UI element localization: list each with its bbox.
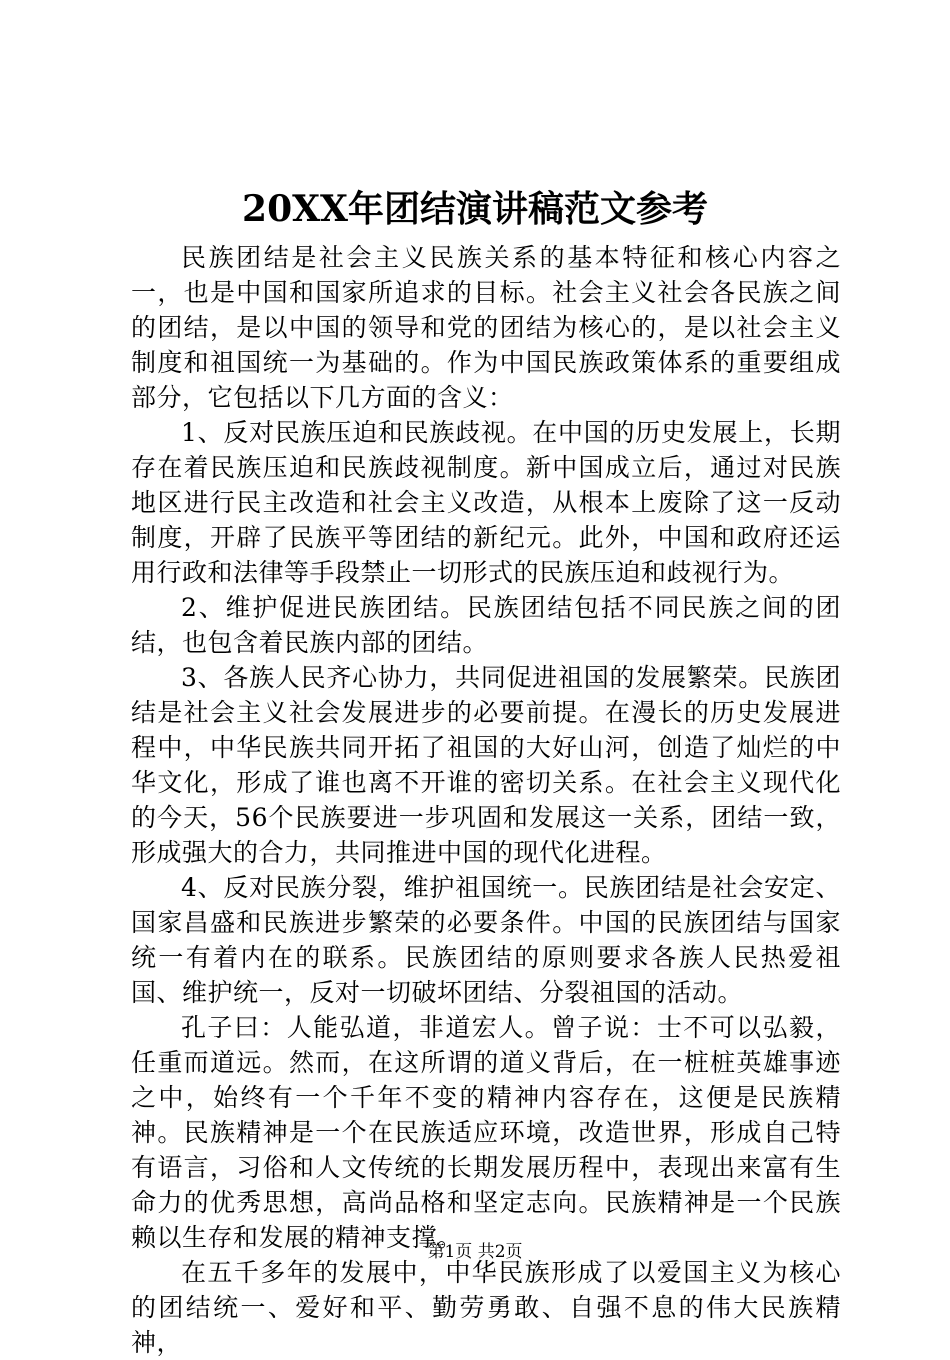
page-footer: 第1页 共2页 (427, 1242, 523, 1262)
document-body (131, 240, 841, 1360)
paragraph-point-3: 3、各族人民齐心协力，共同促进祖国的发展繁荣。民族团结是社会主义社会发展进步的必要前提。在漫长的历史发展进程中，中华民族共同开拓了祖国的大好山河，创造了灿烂的中华文化，形成了谁也离不开谁的密切关系。在社会主义现代化的今天，56个民族要进一步巩固和发展这一关系，团结一致，形成强大的合力，共同推进中国的现代化进程。 (131, 663, 841, 867)
paragraph-point-2: 2、维护促进民族团结。民族团结包括不同民族之间的团结，也包含着民族内部的团结。 (131, 593, 841, 657)
paragraph-point-4: 4、反对民族分裂，维护祖国统一。民族团结是社会安定、国家昌盛和民族进步繁荣的必要条件。中国的民族团结与国家统一有着内在的联系。民族团结的原则要求各族人民热爱祖国、维护统一，反对一切破坏团结、分裂祖国的活动。 (131, 873, 841, 1007)
paragraph-intro: 民族团结是社会主义民族关系的基本特征和核心内容之一，也是中国和国家所追求的目标。社会主义社会各民族之间的团结，是以中国的领导和党的团结为核心的，是以社会主义制度和祖国统一为基础的。作为中国民族政策体系的重要组成部分，它包括以下几方面的含义： (131, 243, 841, 412)
paragraph-confucius: 孔子曰：人能弘道，非道宏人。曾子说：士不可以弘毅，任重而道远。然而，在这所谓的道义背后，在一桩桩英雄事迹之中，始终有一个千年不变的精神内容存在，这便是民族精神。民族精神是一个在民族适应环境，改造世界，形成自己特有语言，习俗和人文传统的长期发展历程中，表现出来富有生命力的优秀思想，高尚品格和坚定志向。民族精神是一个民族赖以生存和发展的精神支撑。 (131, 1013, 841, 1252)
paragraph-national-spirit: 在五千多年的发展中，中华民族形成了以爱国主义为核心的团结统一、爱好和平、勤劳勇敢、自强不息的伟大民族精神， (131, 1258, 841, 1357)
paragraph-point-1: 1、反对民族压迫和民族歧视。在中国的历史发展上，长期存在着民族压迫和民族歧视制度。新中国成立后，通过对民族地区进行民主改造和社会主义改造，从根本上废除了这一反动制度，开辟了民族平等团结的新纪元。此外，中国和政府还运用行政和法律等手段禁止一切形式的民族压迫和歧视行为。 (131, 418, 841, 587)
document-title: 20XX年团结演讲稿范文参考 (242, 188, 708, 230)
